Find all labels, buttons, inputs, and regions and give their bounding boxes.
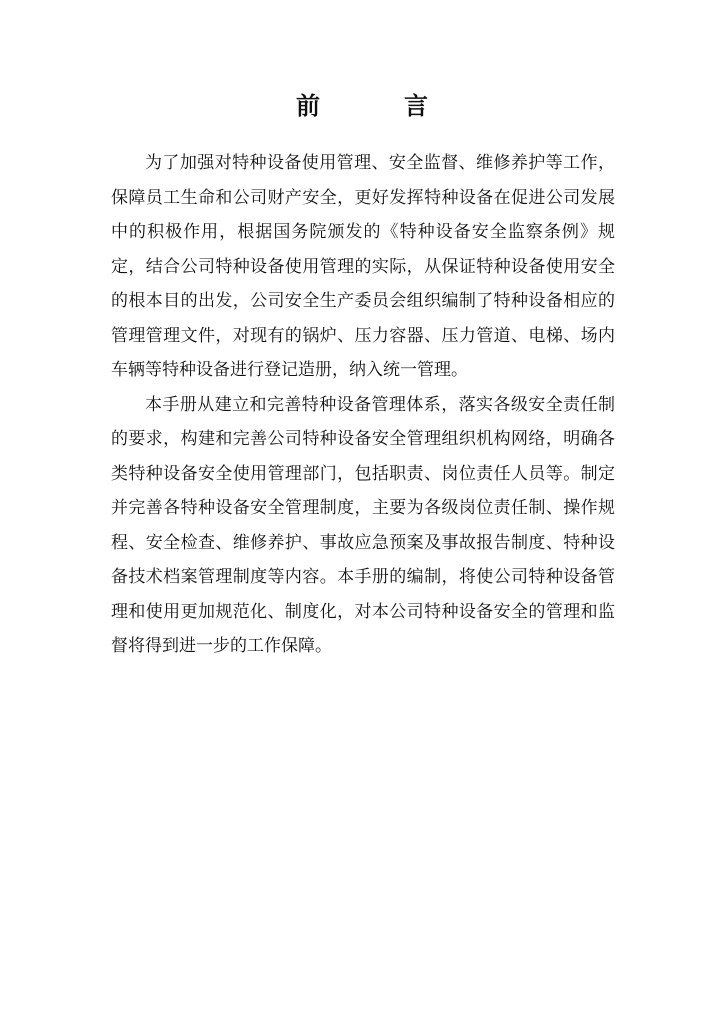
- page-title: 前 言: [296, 92, 458, 120]
- paragraph-2: 本手册从建立和完善特种设备管理体系，落实各级安全责任制的要求，构建和完善公司特种设备安全管理组织机构网络，明确各类特种设备安全使用管理部门，包括职责、岗位责任人员等。制定并完善各特种设备安全管理制度，主要为各级岗位责任制、操作规程、安全检查、维修养护、事故应急预案及事故报告制度、特种设备技术档案管理制度等内容。本手册的编制，将使公司特种设备管理和使用更加规范化、制度化，对本公司特种设备安全的管理和监督将得到进一步的工作保障。: [111, 394, 615, 656]
- paragraph-1: 为了加强对特种设备使用管理、安全监督、维修养护等工作，保障员工生命和公司财产安全，更好发挥特种设备在促进公司发展中的积极作用，根据国务院颁发的《特种设备安全监察条例》规定，结合公司特种设备使用管理的实际，从保证特种设备使用安全的根本目的出发，公司安全生产委员会组织编制了特种设备相应的管理管理文件，对现有的锅炉、压力容器、压力管道、电梯、场内车辆等特种设备进行登记造册，纳入统一管理。: [111, 153, 615, 380]
- body-text: [111, 146, 615, 664]
